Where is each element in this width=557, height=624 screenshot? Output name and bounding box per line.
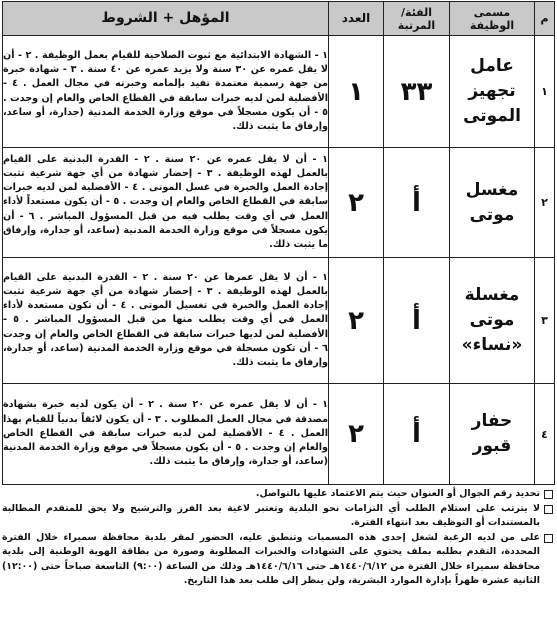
job-grade: أ — [384, 384, 450, 485]
header-no: م — [535, 2, 555, 36]
job-title: عامل تجهيز الموتى — [450, 36, 535, 148]
job-grade: ٣٣ — [384, 36, 450, 148]
job-grade: أ — [384, 258, 450, 384]
header-count: العدد — [329, 2, 384, 36]
job-qualifications: ١ - أن لا يقل عمره عن ٢٠ سنة . ٢ - أن يكون لديه خبرة بشهادة مصدقة في مجال العمل المطلوب . ٣ - أن يكون لائقاً بدنياً للقيام بهذا العمل . ٤ - الأفضلية لمن لديه خبرات سابقة في القطاع الخاص والعام إن وجدت . ٥ - أن يكون مسجلاً في موقع وزارة الخدمة المدنية (ساعد، أو جدارة، وإرفاق ما يثبت ذلك. — [3, 384, 329, 485]
job-grade: أ — [384, 148, 450, 258]
job-count: ١ — [329, 36, 384, 148]
job-qualifications: ١ - الشهادة الابتدائية مع ثبوت الصلاحية للقيام بعمل الوظيفة . ٢ - أن لا يقل عمره عن ٣٠ سنة ولا يزيد عمره عن ٤٠ سنة . ٣ - شهادة خبرة من جهة رسمية معتمدة تفيد بإلمامه وخبرته في مجال العمل . ٤ - الأفضلية لمن لديه خبرات سابقة في القطاع الخاص والعام إن وجدت . ٥ - أن يكون مسجلاً في موقع وزارة الخدمة المدنية (جدارة، أو ساعد، وإرفاق ما يثبت ذلك. — [3, 36, 329, 148]
square-bullet-icon — [544, 534, 553, 543]
table-row — [3, 36, 555, 148]
square-bullet-icon — [544, 505, 553, 514]
note-item — [2, 487, 553, 502]
table-header-row — [3, 2, 555, 36]
note-text: تحديد رقم الجوال أو العنوان حيث يتم الاعتماد عليها بالتواصل. — [255, 488, 540, 499]
table-row — [3, 384, 555, 485]
job-title: مغسلة موتى «نساء» — [450, 258, 535, 384]
row-number: ٢ — [535, 148, 555, 258]
row-number: ٣ — [535, 258, 555, 384]
jobs-table — [2, 1, 555, 485]
table-row — [3, 258, 555, 384]
job-count: ٢ — [329, 258, 384, 384]
job-qualifications: ١ - أن لا يقل عمره عن ٢٠ سنة . ٢ - القدرة البدنية على القيام بالعمل لهذه الوظيفة . ٣ - إحضار شهادة من أي جهة شرعية تثبت إجادة العمل والخبرة في غسل الموتى . ٤ - الأفضلية لمن لديه خبرات سابقة في القطاع الخاص والعام إن وجدت . ٥ - أن يكون مستعداً لأداء العمل في أي وقت يطلب فيه من قبل المسؤول المباشر . ٦ - أن يكون مسجلاً في موقع وزارة الخدمة المدنية (ساعد، أو جدارة، وإرفاق ما يثبت ذلك. — [3, 148, 329, 258]
header-grade: الفئة/ المرتبة — [384, 2, 450, 36]
job-title: حفار قبور — [450, 384, 535, 485]
note-text: لا يترتب على استلام الطلب أي التزامات نحو البلدية وتعتبر لاغية بعد الفرز والترشيح ولا يحق للمتقدم المطالبة بالمستندات أو التوظيف بعد انتهاء الفترة. — [2, 502, 540, 528]
square-bullet-icon — [544, 490, 553, 499]
job-qualifications: ١ - أن لا يقل عمرها عن ٢٠ سنة . ٢ - القدرة البدنية على القيام بالعمل لهذه الوظيفة . ٣ - إحضار شهادة من أي جهة شرعية تثبت إجادة العمل والخبرة في تغسيل الموتى . ٤ - أن تكون مستعدة لأداء العمل في أي وقت يطلب منها من قبل المسؤول المباشر . ٥ - الأفضلية لمن لديها خبرات سابقة في القطاع الخاص والعام إن وجدت ٦ - أن تكون مسجلة في موقع وزارة الخدمة المدنية (ساعد، أو جدارة، وإرفاق ما يثبت ذلك. — [3, 258, 329, 384]
note-text: على من لديه الرغبة لشغل إحدى هذه المسميات وتنطبق عليه، الحضور لمقر بلدية محافظة سميراء خلال الفترة المحددة، التقدم بطلبه بملف يحتوي على الشهادات والخبرات المطلوبة وصورة من بطاقة الهوية الوطنية إلى بلدية محافظة سميراء خلال الفترة من ١٤٤٠/٦/١٢هـ حتى ١٤٤٠/٦/١٦هـ وذلك من الساعة (٩:٠٠) التاسعة صباحاً حتى (١٢:٠٠) الثانية عشرة ظهراً بإدارة الموارد البشرية، ولن ينظر إلى طلب بعد هذا التاريخ. — [2, 531, 541, 586]
row-number: ١ — [535, 36, 555, 148]
job-count: ٢ — [329, 384, 384, 485]
header-title: مسمى الوظيفة — [450, 2, 535, 36]
job-title: مغسل موتى — [450, 148, 535, 258]
header-qualifications: المؤهل + الشروط — [3, 2, 329, 36]
note-item — [2, 531, 553, 589]
row-number: ٤ — [535, 384, 555, 485]
notes-section — [2, 487, 553, 589]
table-row — [3, 148, 555, 258]
job-count: ٢ — [329, 148, 384, 258]
note-item — [2, 502, 553, 531]
